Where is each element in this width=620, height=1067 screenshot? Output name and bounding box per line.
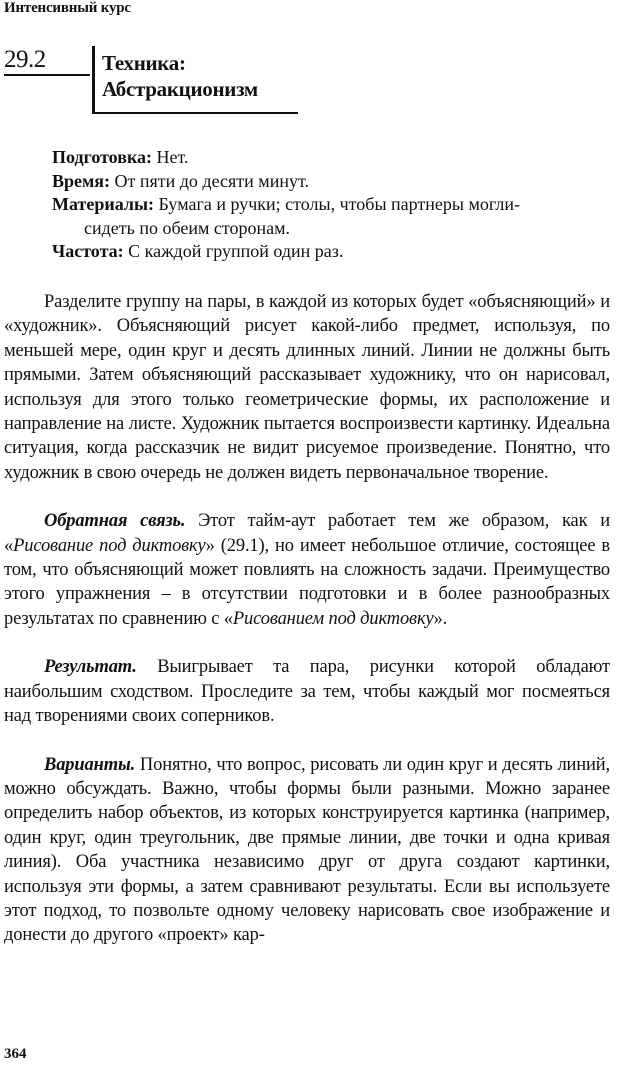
section-number-underline — [4, 74, 90, 76]
paragraph-variants — [4, 753, 610, 948]
section-title-line-2: Абстракционизм — [102, 77, 258, 101]
meta-preparation — [52, 146, 612, 170]
meta-materials — [52, 193, 612, 240]
section-heading — [4, 44, 324, 116]
meta-frequency-label: Частота: — [52, 241, 124, 261]
meta-time — [52, 170, 612, 194]
paragraph-feedback — [4, 509, 610, 631]
section-title — [102, 50, 258, 102]
meta-time-value: От пяти до десяти минут. — [110, 170, 309, 191]
feedback-text-a: Этот тайм-аут работает тем же образом, как и « — [4, 511, 610, 556]
meta-materials-label: Материалы: — [52, 194, 155, 214]
paragraph-result — [4, 655, 610, 728]
result-text: Выигрывает та пара, рисунки которой обладают наибольшим сходством. Проследите за тем, чтобы каждый мог посмеяться над творениями своих соперников. — [4, 657, 610, 727]
section-title-line-1: Техника: — [102, 51, 186, 75]
section-divider-rule — [92, 46, 95, 112]
feedback-reference-1: Рисование под диктовку — [13, 535, 206, 556]
feedback-reference-2: Рисованием под диктовку — [232, 608, 434, 629]
paragraph-instructions: Разделите группу на пары, в каждой из которых будет «объясняющий» и «художник». Объясняющий рисует какой-либо предмет, используя, по меньшей мере, один круг и десять длинных линий. Линии не должны быть прямыми. Затем объясняющий рассказывает художнику, что он нарисовал, используя для этого только геометрические формы, их расположение и направление на листе. Художник пытается воспроизвести картинку. Идеальна ситуация, когда рассказчик не видит рисуемое произведение. Понятно, что художник в свою очередь не должен видеть первоначальное творение. — [4, 292, 610, 483]
meta-frequency-value: С каждой группой один раз. — [123, 241, 344, 261]
meta-preparation-value: Нет. — [152, 147, 189, 167]
meta-preparation-label: Подготовка: — [52, 147, 153, 167]
feedback-runin-heading: Обратная связь. — [44, 511, 186, 532]
meta-materials-value: Бумага и ручки; столы, чтобы партнеры могли- — [154, 194, 520, 214]
feedback-text-c: ». — [433, 608, 448, 629]
body-text — [4, 290, 610, 948]
result-runin-heading: Результат. — [44, 657, 137, 678]
page-number: 364 — [4, 1046, 27, 1062]
running-header: Интенсивный курс — [4, 0, 131, 16]
meta-frequency — [52, 240, 612, 264]
feedback-text-b: » (29.1), но имеет небольшое отличие, состоящее в том, что объясняющий может повлиять на сложность задачи. Преимущество этого упражнения – в отсутствии подготовки и в более разнообразных результатах по сравнению с « — [4, 535, 610, 629]
meta-time-label: Время: — [52, 170, 110, 191]
meta-materials-value-cont: сидеть по обеим сторонам. — [84, 217, 291, 238]
section-number: 29.2 — [4, 46, 46, 73]
exercise-meta — [52, 146, 612, 264]
section-title-underline — [92, 112, 298, 114]
variants-runin-heading: Варианты. — [44, 754, 136, 775]
variants-text: Понятно, что вопрос, рисовать ли один круг и десять линий, можно обсуждать. Важно, чтобы формы были разными. Можно заранее определить набор объектов, из которых конструируется картинка (например, один круг, один треугольник, две прямые линии, две точки и одна кривая линия). Оба участника независимо друг от друга создают картинки, используя эти формы, а затем сравнивают результаты. Если вы используете этот подход, то позвольте одному человеку нарисовать свое изображение и донести до другого «проект» кар- — [4, 754, 610, 946]
